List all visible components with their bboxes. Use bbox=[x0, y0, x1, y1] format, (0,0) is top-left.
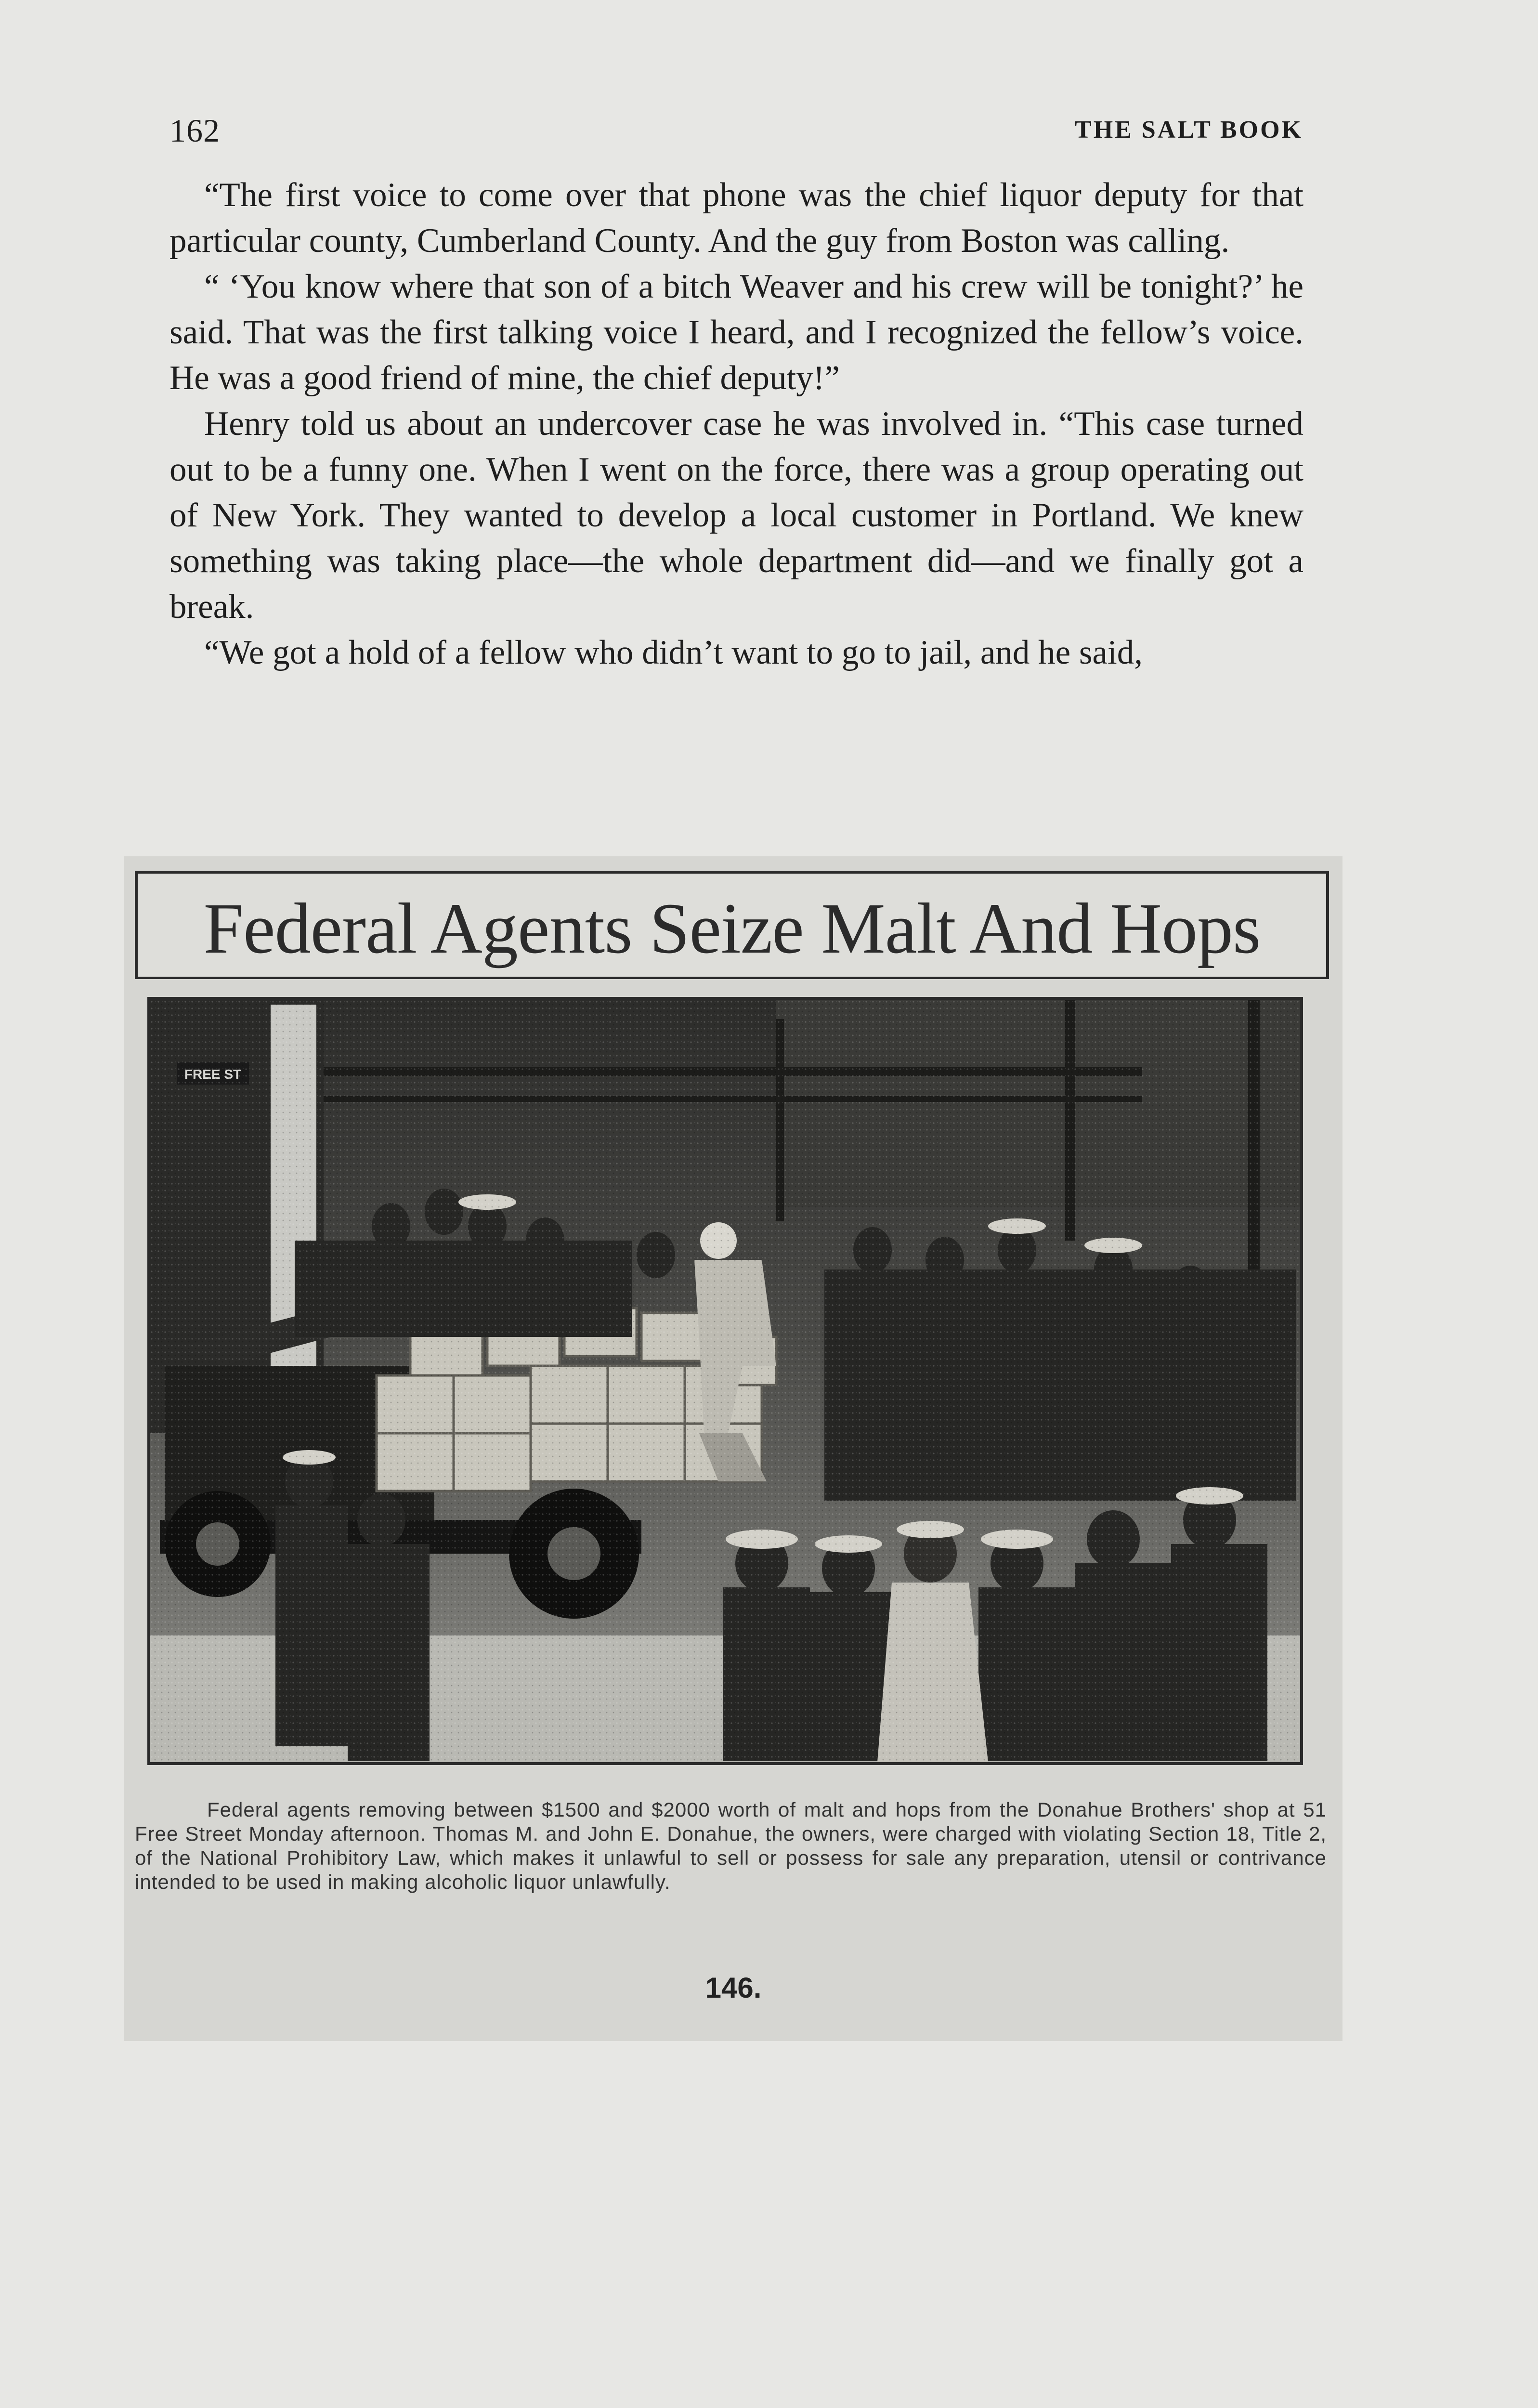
page-number: 162 bbox=[169, 112, 220, 149]
clipping-page-number: 146. bbox=[705, 1972, 762, 2004]
caption-text: Federal agents removing between $1500 and $2000 worth of malt and hops from the Donahue Brothers' shop at 51 Free Street Monday afternoon. Thomas M. and John E. Donahue, the owners, were charged with violating Section 18, Title 2, of the National Prohibitory Law, which makes it unlawful to sell or possess for sale any preparation, utensil or contrivance intended to be used in making alcoholic liquor unlawfully. bbox=[135, 1798, 1327, 1893]
news-photo bbox=[147, 997, 1303, 1765]
paragraph: “The first voice to come over that phone was the chief liquor deputy for that particular county, Cumberland County. And the guy from Boston was calling. bbox=[169, 176, 1303, 260]
headline-box bbox=[135, 871, 1329, 979]
photo-caption bbox=[135, 1798, 1327, 1894]
running-head: THE SALT BOOK bbox=[1075, 116, 1303, 144]
newspaper-clipping bbox=[124, 856, 1342, 2041]
paragraph: “We got a hold of a fellow who didn’t want to go to jail, and he said, bbox=[204, 634, 1143, 671]
paragraph: “ ‘You know where that son of a bitch Weaver and his crew will be tonight?’ he said. That was the first talking voice I heard, and I recognized the fellow’s voice. He was a good friend of mine, the chief deputy!” bbox=[169, 268, 1303, 397]
paragraph: Henry told us about an undercover case he was involved in. “This case turned out to be a funny one. When I went on the force, there was a group operating out of New York. They wanted to develop a local customer in Portland. We knew something was taking place—the whole department did—and we finally got a break. bbox=[169, 405, 1303, 626]
clipping-headline: Federal Agents Seize Malt And Hops bbox=[203, 889, 1261, 968]
body-text bbox=[169, 172, 1303, 676]
